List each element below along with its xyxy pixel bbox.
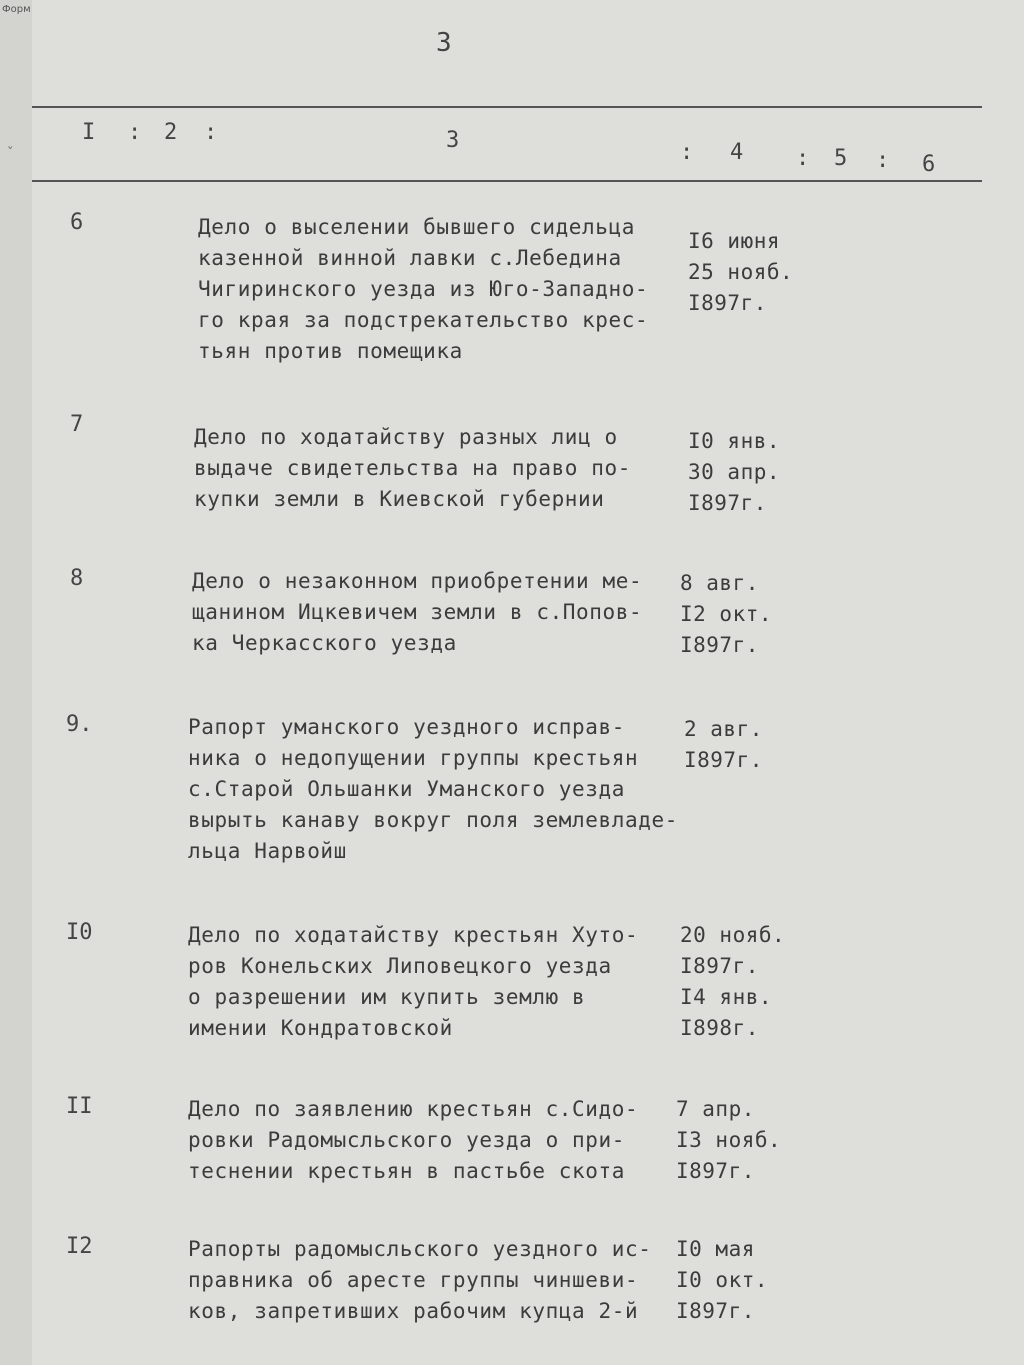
row-title: Дело по ходатайству разных лиц о выдаче свидетельства на право по- купки земли в Киевской губернии bbox=[194, 425, 632, 511]
col-header-sep: : bbox=[680, 140, 694, 165]
col-header-sep: : bbox=[876, 148, 890, 173]
row-title: Дело о незаконном приобретении ме- щанином Ицкевичем земли в с.Попов- ка Черкасского уезда bbox=[192, 569, 643, 655]
header-bottom-rule bbox=[32, 180, 982, 182]
row-number: 7 bbox=[70, 412, 84, 437]
form-label: Форм bbox=[2, 4, 31, 15]
row-dates: 8 авг. I2 окт. I897г. bbox=[680, 571, 773, 657]
col-header-sep: : bbox=[128, 120, 142, 145]
row-dates: I6 июня 25 нояб. I897г. bbox=[688, 229, 794, 315]
row-dates: 2 авг. I897г. bbox=[684, 717, 763, 772]
row-title: Рапорт уманского уездного исправ- ника о недопущении группы крестьян с.Старой Ольшанки Уманского уезда вырыть канаву вокруг поля землевладе- льца Нарвойш bbox=[188, 715, 678, 863]
col-header-5: 5 bbox=[834, 146, 848, 171]
row-dates: 20 нояб. I897г. I4 янв. I898г. bbox=[680, 923, 786, 1040]
col-header-4: 4 bbox=[730, 140, 744, 165]
col-header-2: 2 bbox=[164, 120, 178, 145]
col-header-3: 3 bbox=[446, 128, 460, 153]
binding-strip bbox=[0, 0, 33, 1365]
row-number: 8 bbox=[70, 566, 84, 591]
row-title: Дело по ходатайству крестьян Хуто- ров Конельских Липовецкого уезда о разрешении им купить землю в имении Кондратовской bbox=[188, 923, 639, 1040]
page-number: 3 bbox=[436, 28, 452, 58]
row-number: II bbox=[66, 1094, 93, 1119]
row-number: 9. bbox=[66, 712, 93, 737]
col-header-sep: : bbox=[204, 120, 218, 145]
row-dates: I0 янв. 30 апр. I897г. bbox=[688, 429, 781, 515]
row-number: I2 bbox=[66, 1234, 93, 1259]
row-title: Дело по заявлению крестьян с.Сидо- ровки Радомысльского уезда о при- теснении крестьян в пастьбе скота bbox=[188, 1097, 639, 1183]
row-number: 6 bbox=[70, 210, 84, 235]
col-header-sep: : bbox=[796, 146, 810, 171]
row-number: I0 bbox=[66, 920, 93, 945]
row-title: Рапорты радомысльского уездного ис- правника об аресте группы чиншеви- ков, запретивших рабочим купца 2-й bbox=[188, 1237, 652, 1323]
header-top-rule bbox=[32, 106, 982, 108]
margin-mark-icon: ˇ bbox=[6, 146, 15, 162]
row-dates: 7 апр. I3 нояб. I897г. bbox=[676, 1097, 782, 1183]
col-header-6: 6 bbox=[922, 152, 936, 177]
row-title: Дело о выселении бывшего сидельца казенной винной лавки с.Лебедина Чигиринского уезда из Юго-Западно- го края за подстрекательство крес- тьян против помещика bbox=[198, 215, 649, 363]
col-header-1: I bbox=[82, 120, 96, 145]
row-dates: I0 мая I0 окт. I897г. bbox=[676, 1237, 769, 1323]
